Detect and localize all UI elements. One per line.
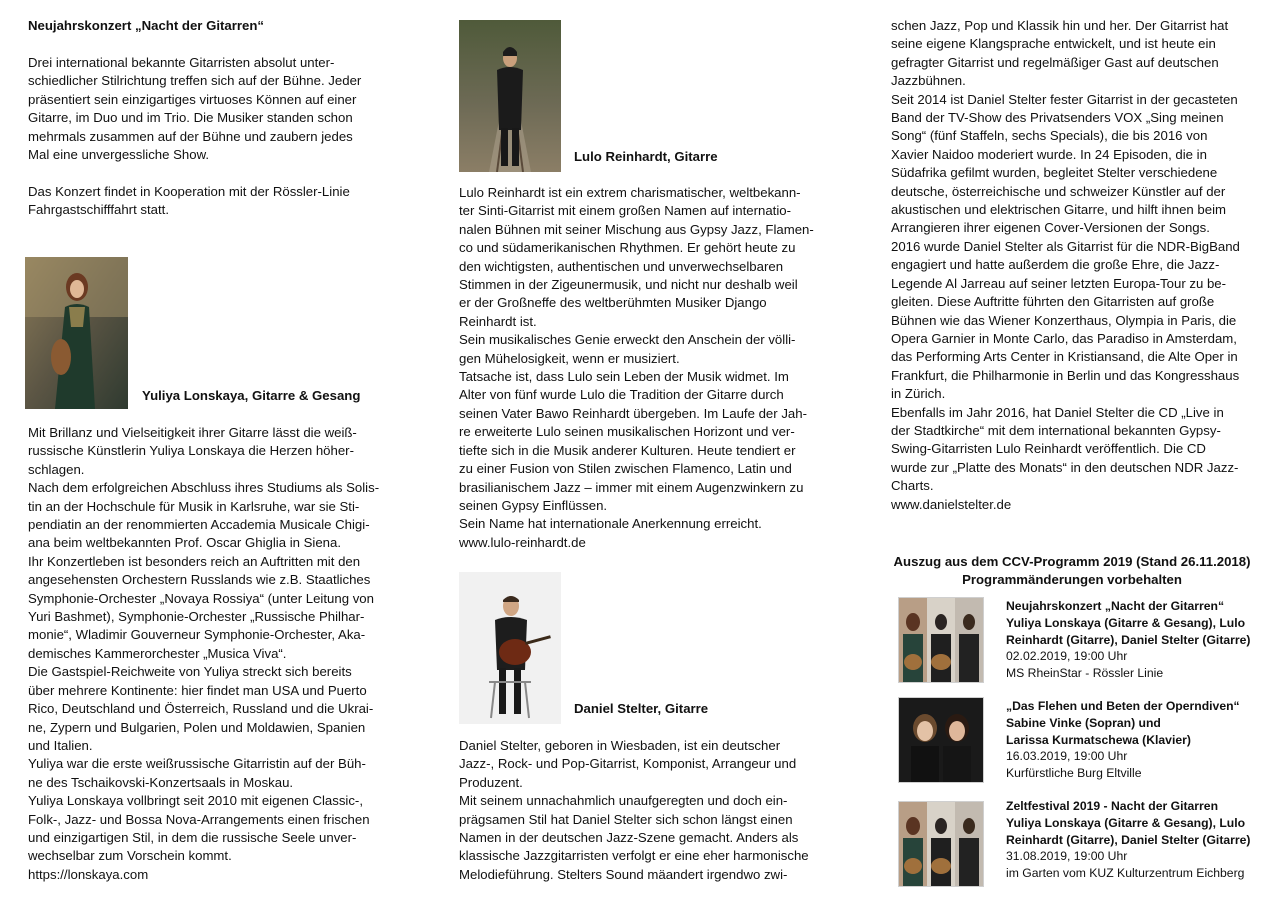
event-venue: MS RheinStar - Rössler Linie <box>1006 666 1164 681</box>
text-line: Bühnen wie das Wiener Konzerthaus, Olympia in Paris, die <box>891 312 1237 328</box>
text-line: Opera Garnier in Monte Carlo, das Paradiso in Amsterdam, <box>891 330 1237 346</box>
text-line: Daniel Stelter, geboren in Wiesbaden, ist ein deutscher <box>459 738 781 753</box>
text-line: und Italien. <box>28 737 93 753</box>
text-line: Namen in der deutschen Jazz-Szene gemacht. Anders als <box>459 830 799 846</box>
text-line: klassische Jazzgitarristen verfolgt er eine eher harmonische <box>459 848 809 864</box>
caption-lulo: Lulo Reinhardt, Gitarre <box>574 149 718 164</box>
text-line: wechselbar zum Vorschein kommt. <box>28 848 232 864</box>
text-line: deutsche, österreichische und schweizer Künstler auf der <box>891 183 1226 199</box>
text-line: präsentiert sein einzigartiges virtuoses Können auf einer <box>28 91 357 107</box>
text-line: Ihr Konzertleben ist besonders reich an Auftritten mit den <box>28 553 361 569</box>
text-line: Sein Name hat internationale Anerkennung erreicht. <box>459 516 762 532</box>
text-line: schlagen. <box>28 461 85 477</box>
caption-yuliya: Yuliya Lonskaya, Gitarre & Gesang <box>142 388 361 403</box>
event-title-line: Larissa Kurmatschewa (Klavier) <box>1006 732 1191 747</box>
event-title-line: Yuliya Lonskaya (Gitarre & Gesang), Lulo <box>1006 615 1246 630</box>
text-line: https://lonskaya.com <box>28 866 149 882</box>
text-line: seine eigene Klangsprache entwickelt, und ist heute ein <box>891 36 1216 52</box>
text-line: tin an der Hochschule für Musik in Karlsruhe, war sie Sti- <box>28 498 360 514</box>
text-line: Song“ (fünf Staffeln, sechs Specials), die bis 2016 von <box>891 128 1208 144</box>
text-line: Jazz-, Rock- und Pop-Gitarrist, Komponist, Arrangeur und <box>459 756 797 772</box>
lulo-photo <box>459 20 561 172</box>
text-line: prägsamen Stil hat Daniel Stelter sich schon längst einen <box>459 811 793 827</box>
text-line: ne des Tschaikovski-Konzertsaals in Moskau. <box>28 774 294 790</box>
text-line: schiedlicher Stilrichtung treffen sich auf der Bühne. Jeder <box>28 73 362 89</box>
text-line: Frankfurt, die Philharmonie in Berlin und das Kongresshaus <box>891 367 1240 383</box>
text-line: gen Mühelosigkeit, wenn er musiziert. <box>459 350 680 366</box>
event-item <box>1006 598 1276 682</box>
daniel-photo <box>459 572 561 724</box>
text-line: ana beim weltbekannten Prof. Oscar Ghiglia in Siena. <box>28 535 342 551</box>
event-item <box>1006 698 1276 782</box>
text-line: 2016 wurde Daniel Stelter als Gitarrist für die NDR-BigBand <box>891 238 1240 254</box>
event-thumbnail <box>898 697 984 783</box>
event-title-line: Yuliya Lonskaya (Gitarre & Gesang), Lulo <box>1006 815 1246 830</box>
text-line: Yuri Bashmet), Symphonie-Orchester „Russische Philhar- <box>28 609 365 625</box>
yuliya-bio <box>28 424 408 884</box>
text-line: Fahrgastschifffahrt statt. <box>28 202 169 218</box>
program-subtitle: Programmänderungen vorbehalten <box>962 572 1182 587</box>
text-line: Yuliya war die erste weißrussische Gitarristin auf der Büh- <box>28 756 366 772</box>
text-line: der Stadtkirche“ mit dem international bekannten Gypsy- <box>891 422 1221 438</box>
text-line: russische Künstlerin Yuliya Lonskaya die Herzen höher- <box>28 443 354 459</box>
text-line: Legende Al Jarreau auf seiner letzten Europa-Tour zu be- <box>891 275 1227 291</box>
event-thumbnail <box>898 597 984 683</box>
text-line: Folk-, Jazz- und Bossa Nova-Arrangements einen frischen <box>28 811 370 827</box>
text-line: Mit Brillanz und Vielseitigkeit ihrer Gitarre lässt die weiß- <box>28 425 357 440</box>
text-line: pendiatin an der renommierten Accademia Musicale Chigi- <box>28 517 370 533</box>
text-line: Mit seinem unnachahmlich unaufgeregten und doch ein- <box>459 793 788 809</box>
daniel-bio <box>459 737 839 884</box>
text-line: Seit 2014 ist Daniel Stelter fester Gitarrist in der gecasteten <box>891 91 1238 107</box>
text-line: tiefte sich in die Musik anderer Kulturen. Heute tendiert er <box>459 442 796 458</box>
text-line: monie“, Wladimir Gouverneur Symphonie-Orchester, Aka- <box>28 627 366 643</box>
text-line: gefragter Gitarrist und regelmäßiger Gast auf deutschen <box>891 54 1219 70</box>
event-title-line: Reinhardt (Gitarre), Daniel Stelter (Gitarre) <box>1006 632 1251 647</box>
text-line: Melodieführung. Stelters Sound mäandert irgendwo zwi- <box>459 866 788 882</box>
text-line: Sein musikalisches Genie erweckt den Anschein der völli- <box>459 332 796 348</box>
event-venue: Kurfürstliche Burg Eltville <box>1006 766 1142 781</box>
text-line: er der Großneffe des weltberühmten Musiker Django <box>459 295 767 311</box>
text-line: Stimmen in der Zigeunermusik, und nicht nur deshalb weil <box>459 277 798 293</box>
text-line: Yuliya Lonskaya vollbringt seit 2010 mit eigenen Classic-, <box>28 793 363 809</box>
text-line: und einzigartigen Stil, in dem die russische Seele unver- <box>28 829 357 845</box>
text-line: re erweiterte Lulo seinen musikalischen Horizont und ver- <box>459 424 795 440</box>
text-line: Lulo Reinhardt ist ein extrem charismatischer, weltbekann- <box>459 185 801 200</box>
event-date: 31.08.2019, 19:00 Uhr <box>1006 849 1128 864</box>
text-line: Alter von fünf wurde Lulo die Tradition der Gitarre durch <box>459 387 784 403</box>
text-line: gleiten. Diese Auftritte führten den Gitarristen auf große <box>891 294 1215 310</box>
text-line: wurde zur „Platte des Monats“ in den deutschen NDR Jazz- <box>891 459 1239 475</box>
text-line: Rico, Deutschland und Österreich, Russland und die Ukrai- <box>28 701 374 717</box>
text-line: seinen Gypsy Einflüssen. <box>459 497 608 513</box>
text-line: Drei international bekannte Gitarristen absolut unter- <box>28 55 335 70</box>
program-title: Auszug aus dem CCV-Programm 2019 (Stand 26.11.2018) <box>893 554 1251 569</box>
text-line: zu einer Fusion von Stilen zwischen Flamenco, Latin und <box>459 461 792 477</box>
text-line: Swing-Gitarristen Lulo Reinhardt veröffentlich. Die CD <box>891 441 1206 457</box>
text-line: in Zürich. <box>891 386 946 402</box>
text-line: engagiert und hatte außerdem die große Ehre, die Jazz- <box>891 257 1220 273</box>
daniel-bio-continued <box>891 17 1271 514</box>
lulo-bio <box>459 184 839 552</box>
text-line: brasilianischem Jazz – immer mit einem Augenzwinkern zu <box>459 479 804 495</box>
yuliya-photo <box>25 257 128 409</box>
text-line: Gitarre, im Duo und im Trio. Die Musiker standen schon <box>28 110 353 126</box>
text-line: Produzent. <box>459 774 523 790</box>
caption-daniel: Daniel Stelter, Gitarre <box>574 701 709 716</box>
text-line: Das Konzert findet in Kooperation mit der Rössler-Linie <box>28 184 350 199</box>
text-line: mehrmals zusammen auf der Bühne und zaubern jedes <box>28 128 353 144</box>
text-line: www.lulo-reinhardt.de <box>459 534 586 550</box>
event-title-line: „Das Flehen und Beten der Operndiven“ <box>1006 699 1240 713</box>
text-line: akustischen und elektrischen Gitarre, und hilft ihnen beim <box>891 202 1226 218</box>
text-line: das Performing Arts Center in Kristiansand, die Alte Oper in <box>891 349 1238 365</box>
text-line: schen Jazz, Pop und Klassik hin und her. Der Gitarrist hat <box>891 18 1229 33</box>
event-venue: im Garten vom KUZ Kulturzentrum Eichberg <box>1006 866 1245 881</box>
text-line: demisches Kammerorchester „Musica Viva“. <box>28 645 287 661</box>
text-line: Nach dem erfolgreichen Abschluss ihres Studiums als Solis- <box>28 480 380 496</box>
text-line: Südafrika gefilmt wurden, begleitet Stelter verschiedene <box>891 165 1218 181</box>
intro-paragraph <box>28 54 398 164</box>
event-date: 16.03.2019, 19:00 Uhr <box>1006 749 1128 764</box>
text-line: ter Sinti-Gitarrist mit einem großen Namen auf internatio- <box>459 203 792 219</box>
text-line: Xavier Naidoo moderiert wurde. In 24 Episoden, die in <box>891 146 1207 162</box>
text-line: seinen Vater Bawo Reinhardt übergeben. Im Laufe der Jah- <box>459 405 807 421</box>
text-line: Mal eine unvergessliche Show. <box>28 147 210 163</box>
text-line: Ebenfalls im Jahr 2016, hat Daniel Stelter die CD „Live in <box>891 404 1224 420</box>
event-title-line: Reinhardt (Gitarre), Daniel Stelter (Gitarre) <box>1006 832 1251 847</box>
text-line: Die Gastspiel-Reichweite von Yuliya streckt sich bereits <box>28 664 352 680</box>
event-title-line: Zeltfestival 2019 - Nacht der Gitarren <box>1006 799 1219 813</box>
text-line: den wichtigsten, authentischen und unverwechselbaren <box>459 258 784 274</box>
event-date: 02.02.2019, 19:00 Uhr <box>1006 649 1128 664</box>
text-line: angesehensten Orchestern Russlands wie z.B. Staatliches <box>28 572 371 588</box>
event-title-line: Neujahrskonzert „Nacht der Gitarren“ <box>1006 599 1225 613</box>
text-line: Reinhardt ist. <box>459 313 537 329</box>
event-thumbnail <box>898 801 984 887</box>
text-line: Arrangieren ihrer eigenen Cover-Versionen der Songs. <box>891 220 1210 236</box>
text-line: www.danielstelter.de <box>891 496 1012 512</box>
text-line: nalen Bühnen mit seiner Mischung aus Gypsy Jazz, Flamen- <box>459 221 814 237</box>
concert-heading: Neujahrskonzert „Nacht der Gitarren“ <box>28 18 264 33</box>
text-line: Tatsache ist, dass Lulo sein Leben der Musik widmet. Im <box>459 369 789 385</box>
event-title-line: Sabine Vinke (Sopran) und <box>1006 715 1161 730</box>
text-line: über mehrere Kontinente: hier findet man USA und Puerto <box>28 682 367 698</box>
text-line: co und südamerikanischen Rhythmen. Er gehört heute zu <box>459 240 796 256</box>
text-line: Jazzbühnen. <box>891 73 966 89</box>
text-line: ne, Zypern und Bulgarien, Polen und Moldawien, Spanien <box>28 719 366 735</box>
cooperation-paragraph <box>28 183 398 220</box>
event-item <box>1006 798 1276 882</box>
text-line: Band der TV-Show des Privatsenders VOX „Sing meinen <box>891 110 1224 126</box>
text-line: Charts. <box>891 478 934 494</box>
text-line: Symphonie-Orchester „Novaya Rossiya“ (unter Leitung von <box>28 590 374 606</box>
